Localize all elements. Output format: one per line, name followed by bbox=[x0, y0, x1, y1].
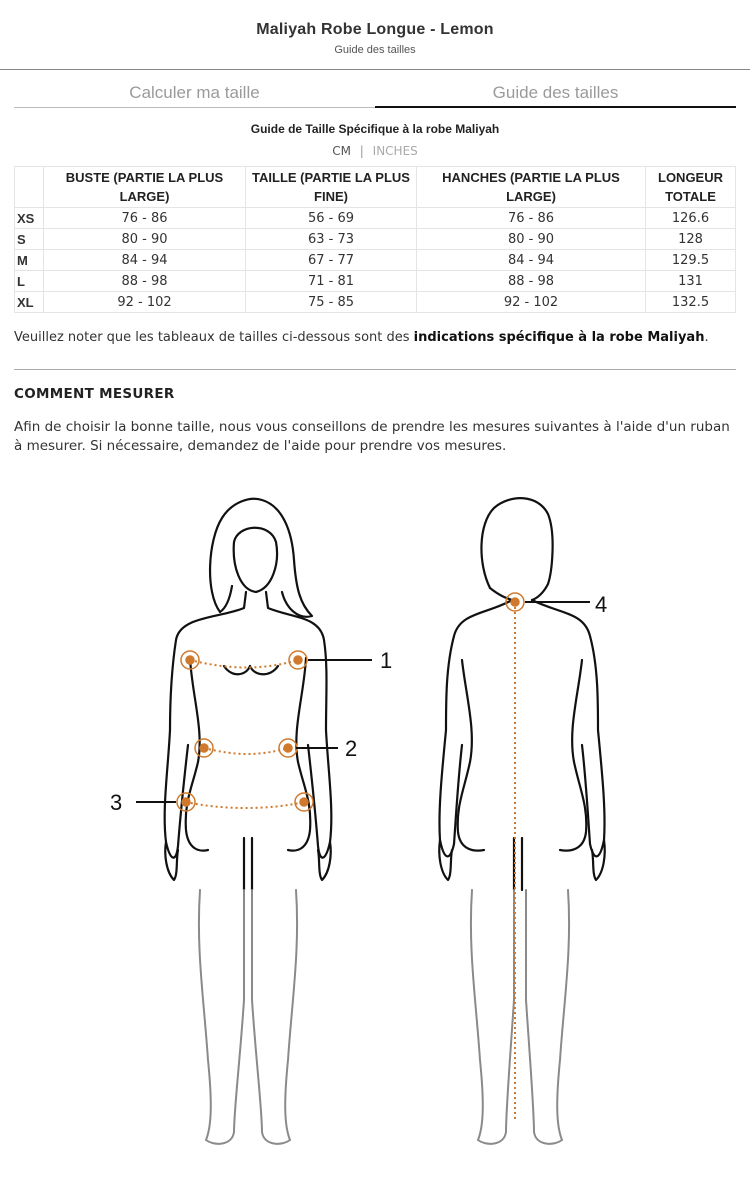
front-body-figure bbox=[165, 499, 332, 890]
waist-cell: 71 - 81 bbox=[246, 271, 417, 292]
column-header-hips: HANCHES (PARTIE LA PLUS LARGE) bbox=[417, 167, 646, 208]
table-header-row bbox=[15, 167, 736, 208]
length-cell: 132.5 bbox=[646, 292, 736, 313]
size-cell: XS bbox=[15, 208, 44, 229]
hips-cell: 76 - 86 bbox=[417, 208, 646, 229]
table-row bbox=[15, 250, 736, 271]
tab-guide-des-tailles[interactable]: Guide des tailles bbox=[375, 80, 736, 108]
waist-cell: 75 - 85 bbox=[246, 292, 417, 313]
unit-cm[interactable]: CM bbox=[332, 144, 351, 158]
size-cell: XL bbox=[15, 292, 44, 313]
size-table bbox=[14, 166, 736, 313]
column-header-size bbox=[15, 167, 44, 208]
product-title: Maliyah Robe Longue - Lemon bbox=[256, 21, 494, 38]
unit-inches[interactable]: INCHES bbox=[372, 144, 418, 158]
tab-calculer-ma-taille[interactable]: Calculer ma taille bbox=[14, 80, 375, 108]
waist-cell: 67 - 77 bbox=[246, 250, 417, 271]
length-cell: 131 bbox=[646, 271, 736, 292]
note-emphasis: indications spécifique à la robe Maliyah bbox=[413, 330, 705, 345]
measurement-illustration bbox=[0, 480, 750, 1197]
bust-cell: 84 - 94 bbox=[44, 250, 246, 271]
page-subtitle: Guide des tailles bbox=[334, 44, 416, 56]
callout-label-2: 2 bbox=[345, 736, 358, 761]
table-row bbox=[15, 229, 736, 250]
waist-cell: 56 - 69 bbox=[246, 208, 417, 229]
callout-label-3: 3 bbox=[110, 790, 123, 815]
size-cell: S bbox=[15, 229, 44, 250]
bust-cell: 76 - 86 bbox=[44, 208, 246, 229]
measurement-points bbox=[177, 593, 524, 811]
callout-lines bbox=[136, 602, 590, 802]
length-cell: 129.5 bbox=[646, 250, 736, 271]
back-body-figure bbox=[439, 498, 604, 890]
tab-bar bbox=[14, 80, 736, 108]
hips-cell: 80 - 90 bbox=[417, 229, 646, 250]
length-cell: 128 bbox=[646, 229, 736, 250]
size-cell: L bbox=[15, 271, 44, 292]
table-row bbox=[15, 292, 736, 313]
column-header-waist: TAILLE (PARTIE LA PLUS FINE) bbox=[246, 167, 417, 208]
hips-cell: 92 - 102 bbox=[417, 292, 646, 313]
header bbox=[0, 0, 750, 69]
bust-cell: 80 - 90 bbox=[44, 229, 246, 250]
size-table-title: Guide de Taille Spécifique à la robe Maliyah bbox=[250, 122, 500, 136]
note-suffix: . bbox=[704, 330, 709, 345]
back-legs bbox=[471, 890, 569, 1144]
length-cell: 126.6 bbox=[646, 208, 736, 229]
how-to-measure-title: COMMENT MESURER bbox=[14, 386, 175, 402]
waist-cell: 63 - 73 bbox=[246, 229, 417, 250]
note-text: Veuillez noter que les tableaux de tailles ci-dessous sont des bbox=[14, 330, 414, 345]
callout-label-1: 1 bbox=[380, 648, 393, 673]
size-cell: M bbox=[15, 250, 44, 271]
bust-cell: 88 - 98 bbox=[44, 271, 246, 292]
column-header-length: LONGEUR TOTALE bbox=[646, 167, 736, 208]
unit-separator: | bbox=[359, 144, 364, 158]
size-note bbox=[14, 330, 736, 345]
header-divider bbox=[0, 69, 750, 70]
table-row bbox=[15, 208, 736, 229]
column-header-bust: BUSTE (PARTIE LA PLUS LARGE) bbox=[44, 167, 246, 208]
unit-toggle bbox=[0, 144, 750, 158]
section-divider bbox=[14, 369, 736, 370]
hips-cell: 84 - 94 bbox=[417, 250, 646, 271]
callout-label-4: 4 bbox=[595, 592, 608, 617]
hips-cell: 88 - 98 bbox=[417, 271, 646, 292]
front-legs bbox=[199, 890, 297, 1144]
how-to-measure-text: Afin de choisir la bonne taille, nous vous conseillons de prendre les mesures suivantes à l'aide d'un ruban à mesurer. Si nécessaire, demandez de l'aide pour prendre vos mesures. bbox=[14, 419, 730, 454]
bust-cell: 92 - 102 bbox=[44, 292, 246, 313]
table-row bbox=[15, 271, 736, 292]
